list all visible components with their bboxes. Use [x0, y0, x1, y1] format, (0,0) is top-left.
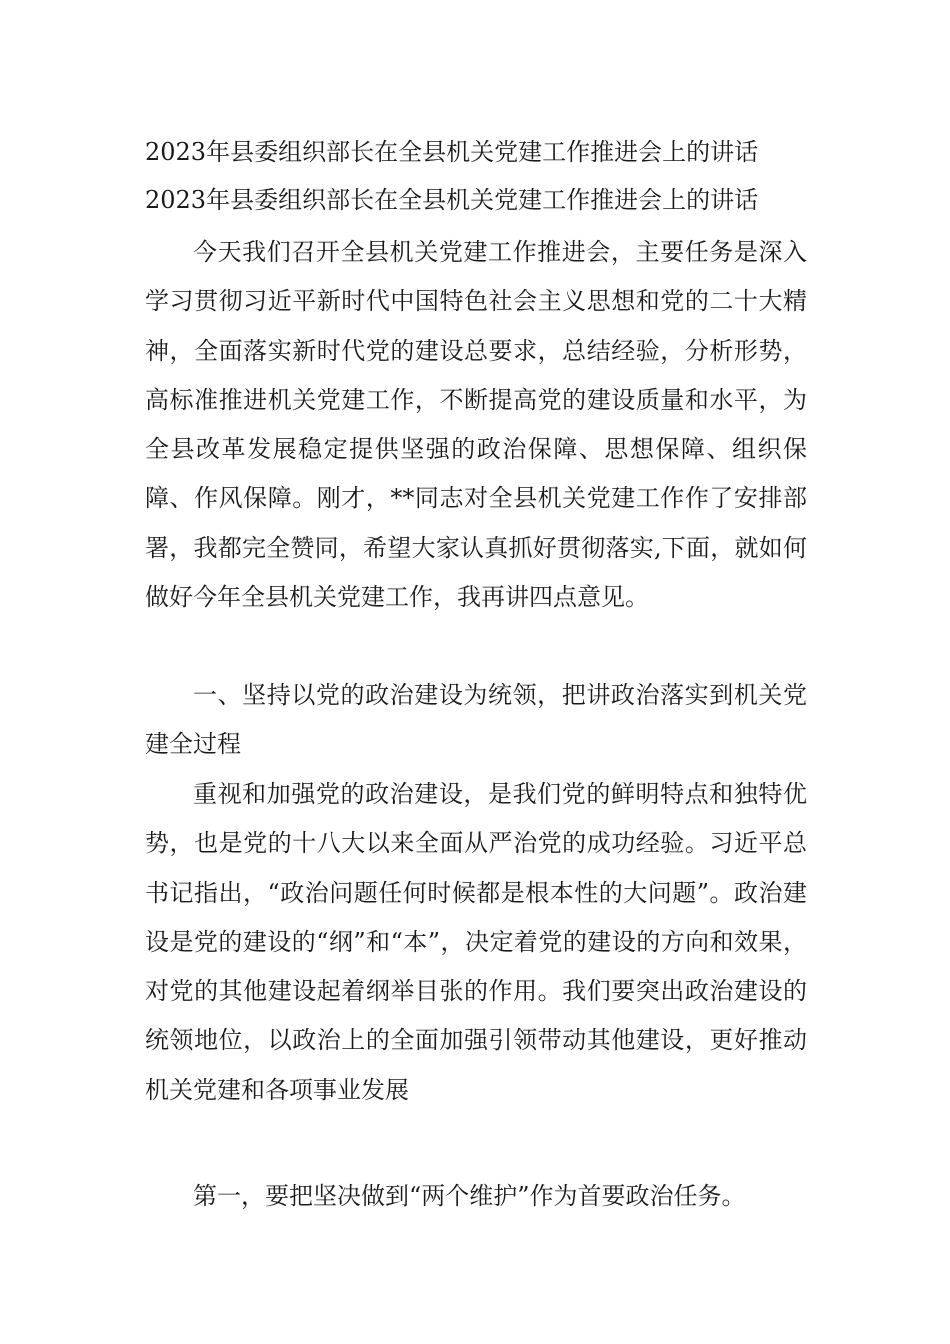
paragraph-intro: 今天我们召开全县机关党建工作推进会，主要任务是深入学习贯彻习近平新时代中国特色社会主义思想和党的二十大精神，全面落实新时代党的建设总要求，总结经验，分析形势，高标准推进机关党建工作，不断提高党的建设质量和水平，为全县改革发展稳定提供坚强的政治保障、思想保障、组织保障、作风保障。刚才，**同志对全县机关党建工作作了安排部署，我都完全赞同，希望大家认真抓好贯彻落实,下面，就如何做好今年全县机关党建工作，我再讲四点意见。	[145, 238, 807, 612]
paragraph-first-point: 第一，要把坚决做到“两个维护”作为首要政治任务。	[193, 1182, 746, 1210]
paragraph-political-building: 重视和加强党的政治建设，是我们党的鲜明特点和独特优势，也是党的十八大以来全面从严治党的成功经验。习近平总书记指出，“政治问题任何时候都是根本性的大问题”。政治建设是党的建设的“纲”和“本”，决定着党的建设的方向和效果，对党的其他建设起着纲举目张的作用。我们要突出政治建设的统领地位，以政治上的全面加强引领带动其他建设，更好推动机关党建和各项事业发展	[145, 780, 807, 1104]
document-title-repeat: 2023年县委组织部长在全县机关党建工作推进会上的讲话	[145, 186, 759, 214]
document-title: 2023年县委组织部长在全县机关党建工作推进会上的讲话	[145, 138, 759, 166]
section-heading-1: 一、坚持以党的政治建设为统领，把讲政治落实到机关党建全过程	[145, 681, 807, 759]
